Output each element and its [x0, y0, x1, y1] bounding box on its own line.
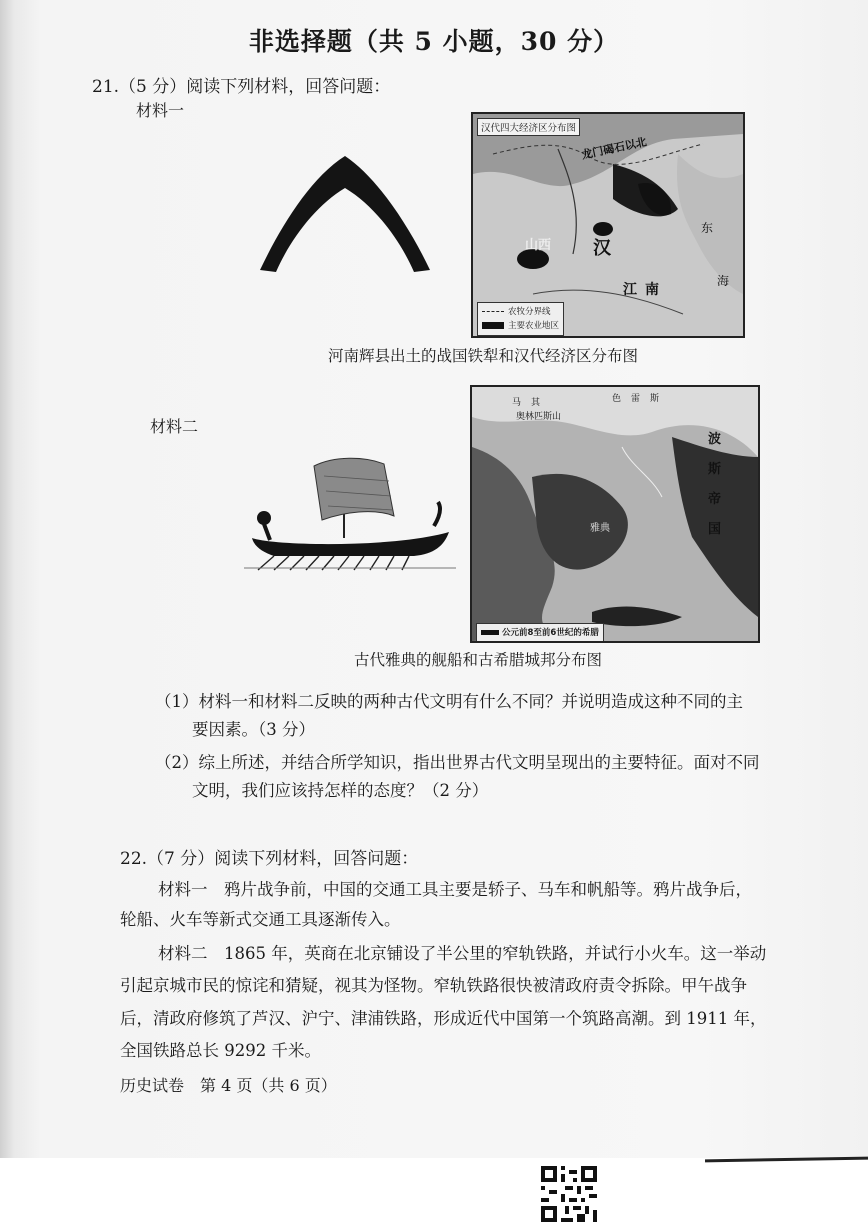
- q21-sub1-line1: （1）材料一和材料二反映的两种古代文明有什么不同？并说明造成这种不同的主: [155, 692, 743, 711]
- q21-material1-label: 材料一: [136, 101, 185, 120]
- q21-material2-label: 材料二: [150, 417, 199, 436]
- footer-page-label: 历史试卷 第 4 页（共 6 页）: [120, 1076, 337, 1095]
- han-map-label-han: 汉: [593, 238, 611, 259]
- macedonia-char-2: 其: [531, 398, 551, 408]
- legend-agriculture: [482, 319, 559, 333]
- section-title: 非选择题（共 5 小题，30 分）: [248, 27, 620, 56]
- q21-sub1-line2: 要因素。（3 分）: [192, 720, 315, 739]
- iron-plough-image: [250, 148, 440, 278]
- greek-map-legend-label: 公元前8至前6世纪的希腊: [502, 628, 599, 638]
- black-block-icon: [482, 322, 504, 329]
- han-map-title: 汉代四大经济区分布图: [477, 118, 580, 136]
- han-map-legend: [477, 302, 564, 336]
- q21-stem: 21.（5 分）阅读下列材料，回答问题：: [92, 77, 391, 97]
- greek-city-states-map: [470, 385, 760, 643]
- greek-map-label-olympus: 奥林匹斯山: [516, 412, 562, 422]
- caption-figure2: 古代雅典的舰船和古希腊城邦分布图: [354, 651, 603, 669]
- q22-m1-line1: 材料一 鸦片战争前，中国的交通工具主要是轿子、马车和帆船等。鸦片战争后，: [158, 880, 752, 899]
- black-bar-icon: [481, 630, 499, 635]
- legend-agriculture-label: 主要农业地区: [508, 321, 560, 331]
- thrace-char-3: 斯: [650, 394, 670, 404]
- greek-map-label-macedonia: [512, 395, 550, 408]
- greek-map-label-thrace: [612, 391, 669, 404]
- q22-m1-line2: 轮船、火车等新式交通工具逐渐传入。: [120, 910, 401, 929]
- thrace-char-1: 色: [612, 394, 632, 404]
- han-map-label-dong: 东: [701, 221, 714, 235]
- persia-char-4: 国: [708, 522, 722, 537]
- q22-stem: 22.（7 分）阅读下列材料，回答问题：: [120, 849, 419, 869]
- persia-char-2: 斯: [708, 462, 722, 477]
- macedonia-char-1: 马: [512, 398, 532, 408]
- greek-map-legend: [476, 623, 604, 643]
- dashed-line-icon: [482, 311, 504, 312]
- han-map-label-north: 龙门碣石以北: [580, 135, 648, 162]
- q22-m2-line4: 全国铁路总长 9292 千米。: [120, 1041, 321, 1060]
- han-map-label-jiangnan: 江南: [623, 282, 667, 298]
- han-economic-map: [471, 112, 745, 338]
- q22-m2-line1: 材料二 1865 年，英商在北京铺设了半公里的窄轨铁路，并试行小火车。这一举动: [158, 944, 767, 963]
- q21-sub2-line2: 文明，我们应该持怎样的态度？（2 分）: [192, 781, 489, 800]
- thrace-char-2: 雷: [631, 394, 651, 404]
- q22-m2-line3: 后，清政府修筑了芦汉、沪宁、津浦铁路，形成近代中国第一个筑路高潮。到 1911 年，: [120, 1009, 767, 1028]
- persia-char-3: 帝: [708, 492, 722, 507]
- han-map-label-hai: 海: [717, 274, 730, 288]
- legend-boundary: [482, 305, 559, 319]
- q22-m2-line2: 引起京城市民的惊诧和猜疑，视其为怪物。窄轨铁路很快被清政府责令拆除。甲午战争: [120, 976, 747, 995]
- legend-boundary-label: 农牧分界线: [508, 307, 551, 317]
- qr-code-icon: [541, 1166, 597, 1222]
- persia-char-1: 波: [708, 432, 722, 447]
- han-map-label-shanxi: 山西: [525, 238, 552, 253]
- greek-map-label-persia: [708, 425, 724, 545]
- athenian-warship-image: [244, 446, 456, 576]
- greek-map-label-athens: 雅典: [590, 523, 610, 534]
- caption-figure1: 河南辉县出土的战国铁犁和汉代经济区分布图: [328, 347, 639, 365]
- q21-sub2-line1: （2）综上所述，并结合所学知识，指出世界古代文明呈现出的主要特征。面对不同: [155, 753, 760, 772]
